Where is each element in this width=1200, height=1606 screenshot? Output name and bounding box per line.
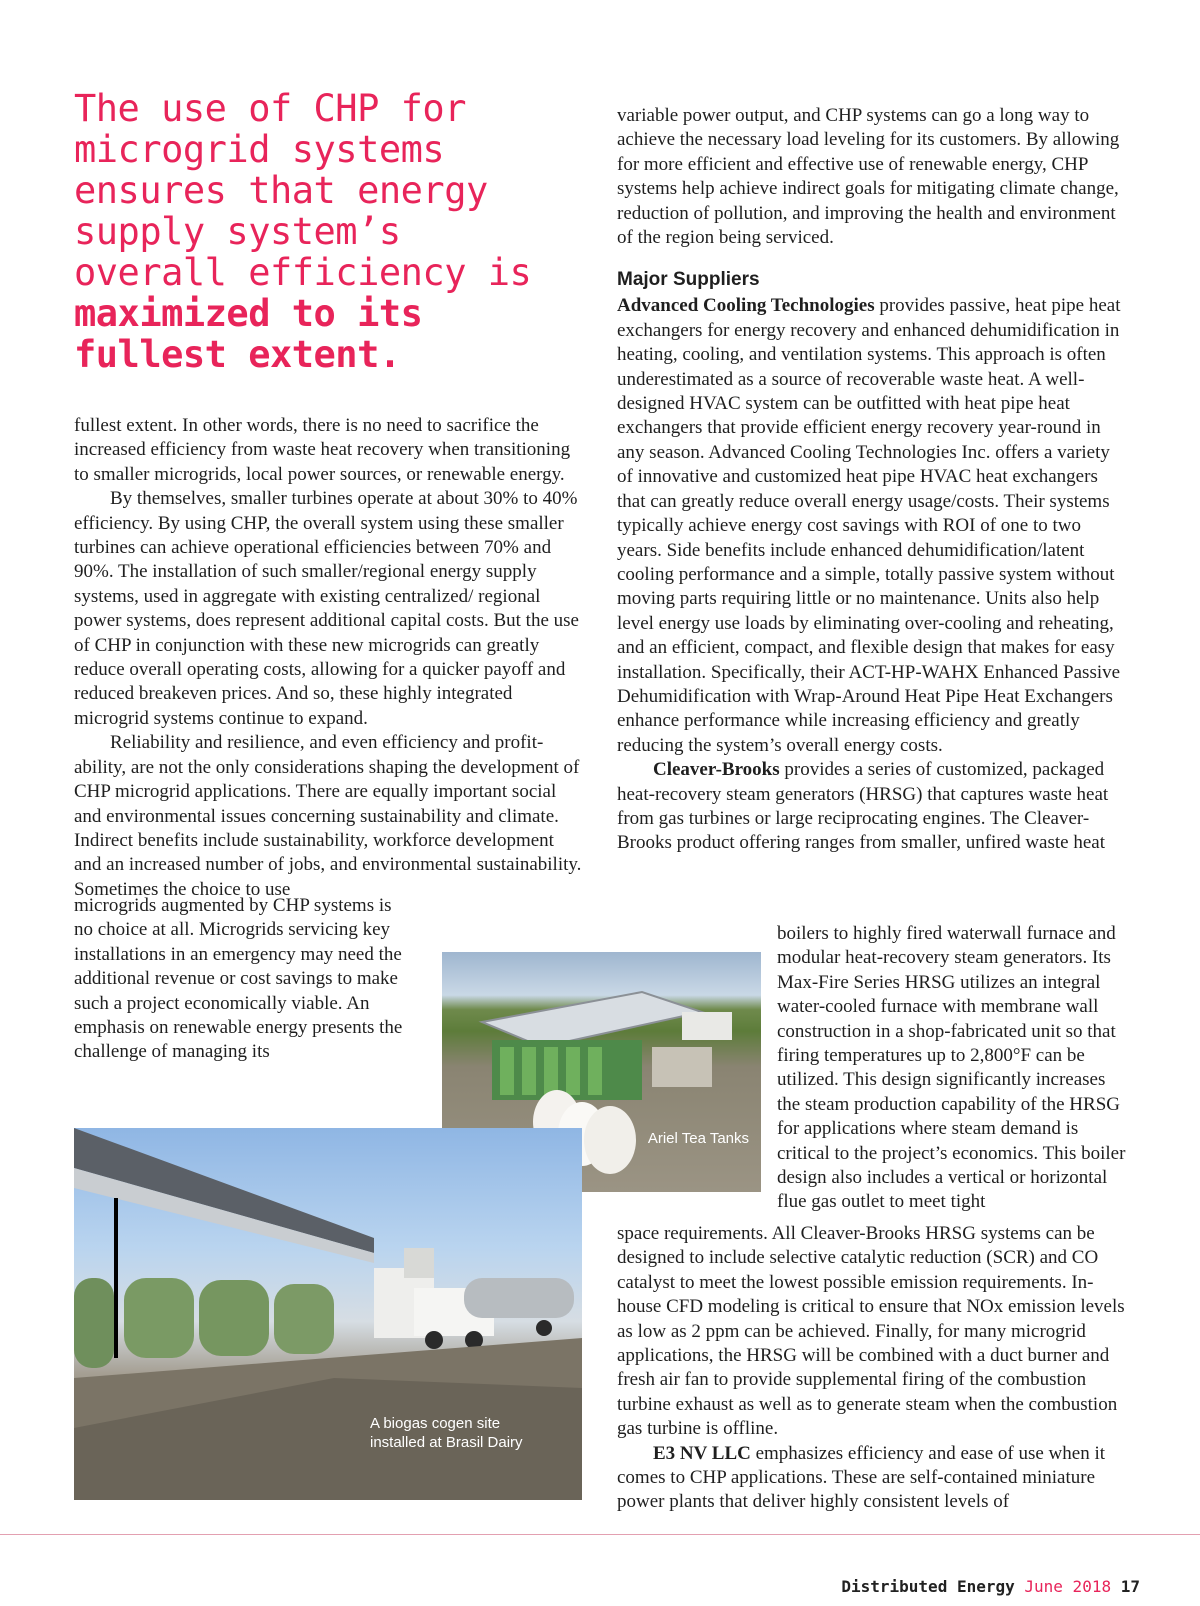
photo-caption: Ariel Tea Tanks [647,1130,749,1147]
cleaver-brooks-continued: boilers to highly fired waterwall furnace and modular heat-recovery steam generators. Its Max-Fire Series HRSG utilizes an integral water-cooled furnace with membrane wall construction in a shop-fabricated unit so that firing temperatures up to 2,800°F can be utilized. This design significantly increases the steam production capability of the HRSG for applications where steam demand is critical to the project’s economics. This boiler design also includes a vertical or horizontal flue gas outlet to meet tight [777,923,1126,1213]
page-footer [841,1577,1140,1596]
right-column-wrap [777,922,1127,1215]
pull-quote-bold-line: maximized to its [74,292,423,335]
pull-quote-line: microgrid systems [74,128,445,171]
e3-text: emphasizes efficiency and ease of use when it comes to CHP applications. These are self-contained miniature power plants that deliver highly consistent levels of [617,1442,1106,1513]
issue-date: June 2018 [1024,1577,1112,1596]
company-name: Advanced Cooling Technologies [617,295,875,317]
left-column-wrap [74,894,409,1065]
page-number: 17 [1120,1577,1140,1596]
left-paragraph-1: fullest extent. In other words, there is no need to sacrifice the increased efficiency from waste heat recovery when transitioning to smaller microgrids, local power sources, or renewable energy. [74,415,571,485]
left-paragraph-3: Reliability and resilience, and even efficiency and profitability, are not the only considerations shaping the development of CHP microgrid applications. There are equally important social and environmental issues concerning sustainability and climate. Indirect benefits include sustainability, workforce development and an increased number of jobs, and environmental sustainability. Sometimes the choice to use [74,732,582,900]
pull-quote-line: supply system’s [74,210,401,253]
pull-quote-line: The use of CHP for [74,87,466,130]
e3-paragraph [617,1442,1127,1515]
cleaver-brooks-paragraph [617,758,1127,856]
left-paragraph-2: By themselves, smaller turbines operate at about 30% to 40% efficiency. By using CHP, the overall system using these smaller turbines can achieve operational efficiencies between 70% and 90%. The installation of such smaller/regional energy supply systems, used in aggregate with existing centralized/ regional power systems, does represent additional capital costs. But the use of CHP in conjunction with these new microgrids can greatly reduce overall operating costs, allowing for a quicker payoff and reduced breakeven prices. And so, these highly integrated microgrid systems continue to expand. [74,488,579,729]
footer-divider [0,1534,1200,1535]
company-name: Cleaver-Brooks [653,759,780,781]
pull-quote-line: overall efficiency is [74,251,532,294]
cleaver-brooks-final: space requirements. All Cleaver-Brooks HRSG systems can be designed to include selective catalytic reduction (SCR) and CO catalyst to meet the lowest possible emission requirements. In-house CFD modeling is critical to ensure that NOx emission levels as low as 2 ppm can be achieved. Finally, for many microgrid applications, the HRSG will be combined with a duct burner and fresh air fan to provide supplemental firing of the combustion turbine exhaust as well as to generate steam when the combustion gas turbine is offline. [617,1223,1125,1440]
right-column-lower [617,1222,1127,1515]
left-column [74,414,584,902]
act-text: provides passive, heat pipe heat exchangers for energy recovery and enhanced dehumidification in heating, cooling, and ventilation systems. This approach is often underestimated as a source of recoverable waste heat. A well-designed HVAC system can be outfitted with heat pipe heat exchangers that provide efficient energy recovery year-round in any season. Advanced Cooling Technologies Inc. offers a variety of innovative and customized heat pipe HVAC heat exchangers that can greatly reduce overall energy usage/costs. Their systems typically achieve energy cost savings with ROI of one to two years. Side benefits include enhanced dehumidification/latent cooling performance and a simple, totally passive system without moving parts requiring little or no maintenance. Units also help level energy use loads by eliminating over-cooling and reheating, and an efficient, compact, and flexible design that makes for easy installation. Specifically, their ACT-HP-WAHX Enhanced Passive Dehumidification with Wrap-Around Heat Pipe Heat Exchangers enhance performance while increasing efficiency and greatly reducing the system’s overall energy costs. [617,295,1121,756]
pull-quote [74,88,544,375]
photo-caption: A biogas cogen site installed at Brasil Dairy [370,1415,523,1451]
pull-quote-bold-line: fullest extent. [74,333,401,376]
right-paragraph-1: variable power output, and CHP systems can go a long way to achieve the necessary load leveling for its customers. By allowing for more efficient and effective use of renewable energy, CHP systems help achieve indirect goals for mitigating climate change, reduction of pollution, and improving the health and environment of the region being serviced. [617,105,1120,249]
section-heading: Major Suppliers [617,269,760,291]
pull-quote-line: ensures that energy [74,169,488,212]
act-paragraph [617,294,1127,758]
magazine-name: Distributed Energy [841,1577,1015,1596]
company-name: E3 NV LLC [653,1442,751,1464]
left-paragraph-3-continued: microgrids augmented by CHP systems is no choice at all. Microgrids servicing key installations in an emergency may need the additional revenue or cost savings to make such a project economically viable. An emphasis on renewable energy presents the challenge of managing its [74,895,403,1063]
right-column [617,104,1127,856]
cleaver-brooks-text: provides a series of customized, packaged heat-recovery steam generators (HRSG) that captures waste heat from gas turbines or large reciprocating engines. The Cleaver-Brooks product offering ranges from smaller, unfired waste heat [617,759,1109,854]
biogas-photo [74,1128,582,1500]
